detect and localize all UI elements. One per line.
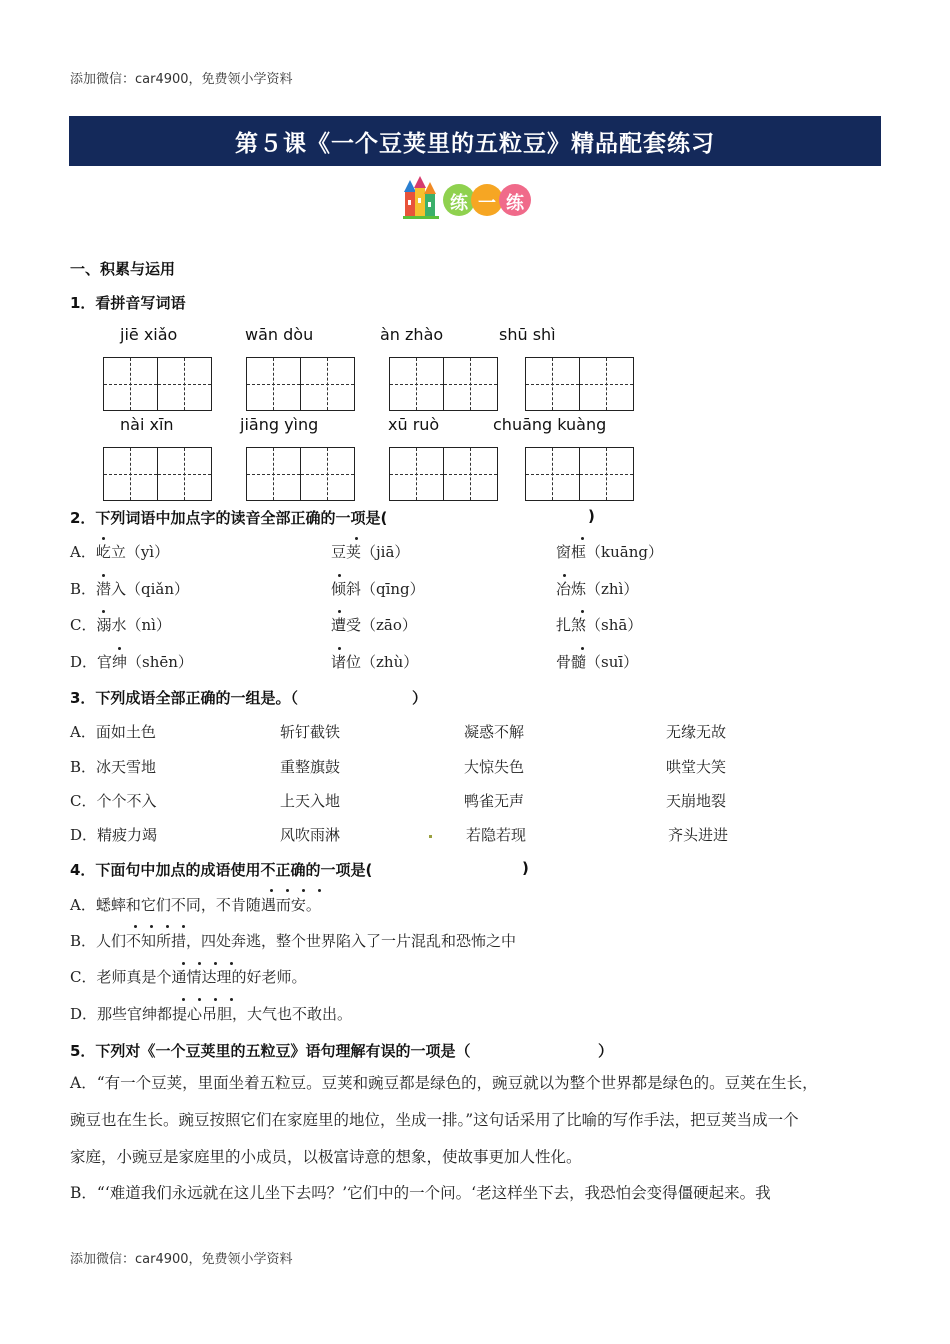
q2-option: 遭受（zāo） — [331, 616, 417, 634]
pinyin-4: shū shì — [499, 325, 556, 344]
emphasis-dot — [198, 998, 201, 1001]
q2-option: C．溺水（nì） — [70, 616, 171, 634]
q5-line: B．“‘难道我们永远就在这儿坐下去吗？’它们中的一个问。‘老这样坐下去，我恐怕会变得僵硬起来。我 — [70, 1184, 771, 1202]
emphasis-dot — [581, 537, 584, 540]
q4-prompt: 4．下面句中加点的成语使用不正确的一项是( — [70, 861, 373, 879]
q5-line: 家庭，小豌豆是家庭里的小成员，以极富诗意的想象，使故事更加人性化。 — [70, 1148, 582, 1166]
q4-option: B．人们不知所措，四处奔逃，整个世界陷入了一片混乱和恐怖之中 — [70, 932, 517, 950]
q3-option: 若隐若现 — [466, 826, 527, 844]
emphasis-dot — [182, 925, 185, 928]
emphasis-dot — [214, 998, 217, 1001]
emphasis-dot — [102, 574, 105, 577]
emphasis-dot — [182, 998, 185, 1001]
q2-option: 倾斜（qīng） — [331, 580, 425, 598]
q3-option: 斩钉截铁 — [280, 723, 341, 741]
q5-close: ） — [598, 1042, 614, 1060]
q4-option: D．那些官绅都提心吊胆，大气也不敢出。 — [70, 1005, 353, 1023]
q4-option: C．老师真是个通情达理的好老师。 — [70, 968, 307, 986]
emphasis-dot — [230, 962, 233, 965]
emphasis-dot — [134, 925, 137, 928]
writing-grid[interactable] — [246, 357, 355, 411]
writing-grid[interactable] — [246, 447, 355, 501]
practice-logo — [403, 176, 533, 220]
emphasis-dot — [563, 574, 566, 577]
pinyin-1: jiē xiǎo — [120, 325, 178, 344]
emphasis-dot — [270, 889, 273, 892]
q2-option: D．官绅（shēn） — [70, 653, 193, 671]
footer-note: 添加微信：car4900，免费领小学资料 — [70, 1252, 293, 1267]
q2-option: 冶炼（zhì） — [556, 580, 639, 598]
q3-option: 齐头进进 — [668, 826, 729, 844]
writing-grid[interactable] — [525, 357, 634, 411]
q3-option: 鸭雀无声 — [464, 792, 525, 810]
q3-option: 上天入地 — [280, 792, 341, 810]
emphasis-dot — [581, 610, 584, 613]
q2-close: ) — [588, 507, 595, 525]
q3-close: ） — [412, 689, 428, 707]
pinyin-7: xū ruò — [388, 415, 440, 434]
q2-option: 骨髓（suī） — [556, 653, 639, 671]
emphasis-dot — [581, 647, 584, 650]
emphasis-dot — [230, 998, 233, 1001]
q3-option: 重整旗鼓 — [280, 758, 341, 776]
q3-option: 天崩地裂 — [666, 792, 727, 810]
emphasis-dot — [150, 925, 153, 928]
section-heading: 一、积累与运用 — [70, 260, 176, 278]
emphasis-dot — [102, 537, 105, 540]
header-note: 添加微信：car4900，免费领小学资料 — [70, 72, 293, 87]
q1-prompt: 1．看拼音写词语 — [70, 294, 186, 312]
logo-char-1: 练 — [450, 193, 468, 214]
emphasis-dot — [182, 962, 185, 965]
pinyin-3: àn zhào — [380, 325, 444, 344]
q5-line: A．“有一个豆荚，里面坐着五粒豆。豆荚和豌豆都是绿色的，豌豆就以为整个世界都是绿色的。豆荚在生长， — [70, 1074, 818, 1092]
q4-close: ) — [522, 859, 529, 877]
emphasis-dot — [102, 610, 105, 613]
q5-line: 豌豆也在生长。豌豆按照它们在家庭里的地位，坐成一排。”这句话采用了比喻的写作手法，把豆荚当成一个 — [70, 1111, 799, 1129]
emphasis-dot — [318, 889, 321, 892]
emphasis-dot — [214, 962, 217, 965]
writing-grid[interactable] — [103, 447, 212, 501]
q3-option: 凝惑不解 — [464, 723, 525, 741]
emphasis-dot — [355, 537, 358, 540]
logo-char-2: 一 — [478, 193, 496, 214]
pinyin-2: wān dòu — [245, 325, 314, 344]
q2-option: 诸位（zhù） — [331, 653, 419, 671]
emphasis-dot — [338, 647, 341, 650]
writing-grid[interactable] — [389, 447, 498, 501]
q2-option: A．屹立（yì） — [70, 543, 170, 561]
logo-char-3: 练 — [506, 193, 524, 214]
q3-option: C．个个不入 — [70, 792, 157, 810]
q3-option: A．面如土色 — [70, 723, 156, 741]
emphasis-dot — [286, 889, 289, 892]
q3-option: B．冰天雪地 — [70, 758, 157, 776]
emphasis-dot — [166, 925, 169, 928]
q4-option: A．蟋蟀和它们不同，不肯随遇而安。 — [70, 896, 321, 914]
emphasis-dot — [302, 889, 305, 892]
q3-option: 大惊失色 — [464, 758, 525, 776]
q2-option: 窗框（kuāng） — [556, 543, 663, 561]
q3-option: 无缘无故 — [666, 723, 727, 741]
q3-option: D．精疲力竭 — [70, 826, 158, 844]
q3-option: 哄堂大笑 — [666, 758, 727, 776]
q2-option: 豆荚（jiā） — [331, 543, 410, 561]
emphasis-dot — [118, 647, 121, 650]
pinyin-5: nài xīn — [120, 415, 174, 434]
pinyin-6: jiāng yìng — [240, 415, 319, 434]
emphasis-dot — [198, 962, 201, 965]
pinyin-8: chuāng kuàng — [493, 415, 607, 434]
stray-mark — [429, 835, 432, 838]
q3-option: 风吹雨淋 — [280, 826, 341, 844]
emphasis-dot — [338, 610, 341, 613]
q2-option: B．潜入（qiǎn） — [70, 580, 190, 598]
q5-prompt: 5．下列对《一个豆荚里的五粒豆》语句理解有误的一项是（ — [70, 1042, 471, 1060]
q2-option: 扎煞（shā） — [556, 616, 643, 634]
q2-prompt: 2．下列词语中加点字的读音全部正确的一项是( — [70, 509, 388, 527]
writing-grid[interactable] — [103, 357, 212, 411]
page-title: 第５课《一个豆荚里的五粒豆》精品配套练习 — [69, 116, 881, 166]
writing-grid[interactable] — [389, 357, 498, 411]
writing-grid[interactable] — [525, 447, 634, 501]
emphasis-dot — [338, 574, 341, 577]
q3-prompt: 3．下列成语全部正确的一组是。（ — [70, 689, 298, 707]
